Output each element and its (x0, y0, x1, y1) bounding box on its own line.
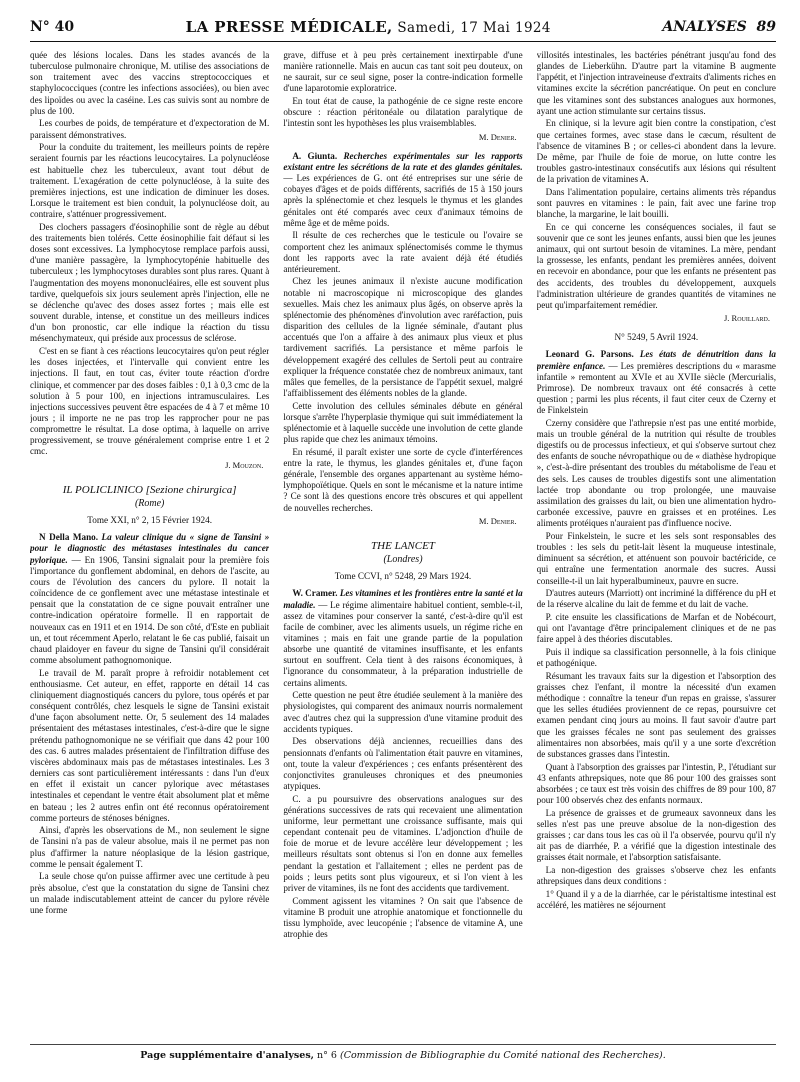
paragraph: En ce qui concerne les conséquences sociales, il faut se souvenir que ce sont les jeunes enfants, aussi bien que les jeunes animaux, qui ont surtout besoin de vitamines. La mère, pendant la grossesse, les enfants, pendant les premières années, doivent en recevoir en abondance, pour que les enfants ne présentent pas des accidents, des troubles du développement, auxquels l'administration ultérieure de grandes quantités de vitamines ne peut qu'imparfaitement remédier. (536, 221, 776, 310)
paragraph: Cette question ne peut être étudiée seulement à la manière des physiologistes, qui comparent des animaux nourris normalement avec d'autres chez qui la suppression d'une vitamine produit des accidents typiques. (283, 690, 523, 734)
paragraph: Dans l'alimentation populaire, certains aliments très répandus sont pauvres en vitamines : le pain, fait avec une farine trop blanche, la margarine, le lait bouilli. (536, 186, 776, 220)
paragraph: Czerny considère que l'athrepsie n'est pas une entité morbide, mais un trouble général de la nutrition qui résulte de troubles digestifs ou de processus infectieux, et qui s'observe surtout chez des enfants de souche névropathique ou de « diathèse hydropique », c'est-à-dire présentant des troubles du métabolisme de l'eau et des sels. Les causes de troubles digestifs sont une alimentation lactée trop abondante ou trop prolongée, une mauvaise assimilation des graisses du lait, ou bien une alimentation hydro-carbonée excessive, pauvre en graisses et en protéines. Les aliments protéiques n'auraient pas d'influence nocive. (536, 417, 776, 529)
article-text: — Les premières descriptions du « marasme infantile » remontent au XVIe et au XVIIe siècle (Mercurialis, Primrose). De nombreux travaux ont été consacrés à cette question ; parmi les plus récents, il faut citer ceux de Czerny et de Finkelstein (536, 360, 776, 416)
paragraph: Pour la conduite du traitement, les meilleurs points de repère seraient fournis par les réactions leucocytaires. La polynucléose est habituelle chez les tuberculeux, avant tout début de traitement. L'exagération de cette polynucléose, à la suite des premières injections, est une indication de diminuer les doses. Lorsque le traitement est bien conduit, la polynucléose doit, au contraire, s'atténuer progressivement. (30, 142, 270, 220)
paragraph: En résumé, il paraît exister une sorte de cycle d'interférences entre la rate, le thymus, les glandes génitales et, d'une façon générale, l'ensemble des organes appartenant au système hémo-lymphopoïétique. Quels en sont le mécanisme et la nature intime ? Ce sont là des questions encore très obscures et qui appellent de nouvelles recherches. (283, 446, 523, 513)
signature: J. Mouzon. (225, 459, 264, 470)
journal-name: LA PRESSE MÉDICALE, (185, 18, 393, 36)
article-title: La valeur clinique du « signe de Tansini » pour le diagnostic des métastases intestinales du cancer pylorique. (30, 532, 270, 565)
signature: M. Denier. (478, 515, 517, 526)
paragraph: Pour Finkelstein, le sucre et les sels sont responsables des troubles : les sels du petit-lait lèsent la muqueuse intestinale, diminuent sa sécrétion, et atténuent son pouvoir bactéricide, ce qui entraîne une fermentation anormale des sucres. Aussi conseille-t-il un lait hyperalbumineux, pauvre en sucre. (536, 530, 776, 586)
paragraph: Cette involution des cellules séminales débute en général lorsque s'arrête l'hyperplasie thymique qui suit immédiatement la splénectomie et à laquelle succède une involution de cette glande plus rapide que chez les animaux témoins. (283, 400, 523, 445)
column-1 (30, 50, 269, 1040)
section-page (662, 19, 776, 35)
footer-number: n° 6 (317, 1050, 337, 1061)
paragraph: D'autres auteurs (Marriott) ont incriminé la différence du pH et de la réserve alcaline du lait de femme et du lait de vache. (536, 588, 776, 610)
page-footer (30, 1050, 776, 1061)
signature: J. Rouillard. (723, 313, 770, 324)
paragraph: Les courbes de poids, de température et d'expectoration de M. paraissent démonstratives. (30, 118, 270, 140)
article-title: Les vitamines et les frontières entre la santé et la maladie. (283, 588, 523, 610)
paragraph: C. a pu poursuivre des observations analogues sur des générations successives de rats qui recevaient une alimentation uniforme, leur permettant une croissance suffisante, mais qui cependant contenait peu de vitamines. L'adjonction d'huile de foie de morue et de levure accélère leur développement ; les meilleurs résultats sont obtenus si l'on en donne aux femelles pendant la gestation et l'allaitement ; elles ne perdent pas de poids ; leurs petits sont plus vigoureux, et si l'on vient à les priver de vitamines, ils ne font des accidents que tardivement. (283, 793, 523, 893)
footer-rule (30, 1044, 776, 1045)
footer-lead: Page supplémentaire d'analyses, (140, 1050, 314, 1061)
paragraph: grave, diffuse et à peu près certainement inextirpable d'une manière rationnelle. Mais en aucun cas tant soit peu douteux, on ne saurait, sur ce seul signe, poser la contre-indication formelle d'une laparotomie exploratrice. (283, 50, 523, 94)
column-2 (283, 50, 522, 1040)
paragraph: Comment agissent les vitamines ? On sait que l'absence de vitamine B produit une atrophie anatomique et fonctionnelle du tissu lymphoïde, avec leucopénie ; l'absence de vitamine A, une atrophie des (283, 895, 523, 940)
paragraph: La non-digestion des graisses s'observe chez les enfants athrepsiques dans deux conditions : (536, 864, 776, 887)
paragraph: La seule chose qu'on puisse affirmer avec une certitude à peu près absolue, c'est que la constatation du signe de Tansini chez un malade indiscutablement atteint de cancer du pylore révèle une forme (30, 871, 270, 915)
journal-heading: IL POLICLINICO [Sezione chirurgica] (62, 483, 237, 496)
section-name: ANALYSES (662, 19, 747, 35)
article-columns (30, 50, 776, 1040)
paragraph: C'est en se fiant à ces réactions leucocytaires qu'on peut régler les doses injectées, et l'intervalle qui convient entre les injections. Il faut, en tout cas, éviter toute réaction d'ordre clinique, et commencer par des doses faibles : 0,1 à 0,3 cmc de la solution à 5 pour 100, en injections intramusculaires. Les injections successives peuvent être espacées de 4 à 7 et même 10 jours ; il importe ne ne pas trop les rapprocher pour ne pas compromettre le résultat. La dose optima, à laquelle on arrive progressivement, se trouve généralement comprise entre 1 et 2 cmc. (30, 346, 270, 457)
signature: M. Denier. (478, 131, 517, 142)
paragraph: En tout état de cause, la pathogénie de ce signe reste encore obscure : réaction péritonéale ou dilatation paralytique de l'intestin sont les hypothèses les plus vraisemblables. (283, 96, 523, 129)
issue-number: N° 40 (30, 19, 75, 35)
article-title: Les états de dénutrition dans la première enfance. (536, 349, 776, 371)
article-author: A. Giunta. (292, 150, 338, 161)
article-lead (537, 349, 776, 416)
article-title: Recherches expérimentales sur les rapports existant entre les sécrétions de la rate et des glandes génitales. (283, 150, 523, 172)
article-text: — En 1906, Tansini signalait pour la première fois l'importance du gonflement abdominal, en dehors de l'ascite, au cours de l'évolution des cancers du pylore. Il notait la coïncidence de ce gonflement avec une métastase intestinale et pensait que la constatation de ce signe pouvait entraîner une contre-indication opératoire formelle. Il en rapportait de nouveaux cas en 1911 et en 1914. De son côté, d'Este en publiait un, et tout récemment Aperlo, relatant le 6e cas publié, faisait un chaud plaidoyer en faveur du signe de Tansini qu'il considérait comme absolument pathognomonique. (30, 554, 270, 665)
paragraph: 1° Quand il y a de la diarrhée, car le péristaltisme intestinal est accéléré, les matières ne séjournent (536, 888, 776, 910)
volume-line: N° 5249, 5 Avril 1924. (614, 332, 699, 343)
paragraph: P. cite ensuite les classifications de Marfan et de Nobécourt, qui ont l'avantage d'être principalement cliniques et de ne pas faire appel à des théories discutables. (536, 612, 776, 645)
journal-heading: THE LANCET (371, 539, 435, 552)
volume-line: Tome CCVI, n° 5248, 29 Mars 1924. (334, 571, 472, 582)
issue-date: Samedi, 17 Mai 1924 (397, 20, 551, 36)
paragraph: Des observations déjà anciennes, recueillies dans des pensionnats d'enfants où l'alimentation était pauvre en vitamines, ont, toute la valeur d'expériences ; ces enfants présentèrent des conjonctivites granuleuses chroniques et des pneumonies atypiques. (283, 736, 523, 792)
paragraph: Résumant les travaux faits sur la digestion et l'absorption des graisses chez l'enfant, il montre la nécessité d'un examen méthodique : connaître la teneur d'un repas en graisse, s'assurer que les selles étudiées proviennent de ce repas, poursuivre cet examen pendant cinq jours au moins. Il faut savoir d'autre part que les graisses fécales ne sont pas seulement des graisses alimentaires non absorbées, mais qu'il y a une sorte d'excrétion de substances grasses dans l'intestin. (536, 670, 776, 759)
header-rule (30, 41, 776, 42)
article-lead (283, 151, 522, 229)
page-number: 89 (756, 19, 776, 35)
article-text: — Les expériences de G. ont été entreprises sur une série de cobayes d'âges et de poids différents, sacrifiés de 15 à 150 jours après la splénectomie et chez lesquels le thymus et les glandes génitales ont été comparés avec ceux d'animaux témoins de même âge et de même poids. (283, 173, 523, 228)
paragraph: villosités intestinales, les bactéries pénétrant jusqu'au fond des glandes de Lieberkühn. D'autre part la vitamine B augmente l'appétit, et l'injection intraveineuse d'extraits d'aliments riches en vitamines excite la sécrétion pancréatique. On peut en conclure que les vitamines sont des substances analogues aux hormones, ayant une action stimulante sur certains tissus. (536, 50, 776, 116)
journal-city: (Londres) (383, 554, 423, 566)
volume-line: Tome XXI, n° 2, 15 Février 1924. (87, 515, 213, 526)
article-lead (30, 532, 269, 666)
article-author: Leonard G. Parsons. (545, 349, 634, 360)
paragraph: En clinique, si la levure agit bien contre la constipation, c'est que certaines formes, avec stase dans le cæcum, résultent de l'absence de vitamines B ; or celles-ci abondent dans la levure. De même, par l'huile de foie de morue, on lutte contre les troubles gastro-intestinaux consécutifs aux lésions qui résultent de la privation de vitamines A. (536, 118, 776, 185)
article-lead (283, 588, 522, 688)
footer-note: (Commission de Bibliographie du Comité national des Recherches). (339, 1050, 666, 1061)
paragraph: quée des lésions locales. Dans les stades avancés de la tuberculose pulmonaire chronique, M. utilise des associations de son traitement avec des vaccins streptococciques et staphylococciques (contre les infections associées), ou bien avec des lipoïdes ou avec la caséine. Les cas suivis sont au nombre de plus de 100. (30, 50, 270, 116)
article-text: — Le régime alimentaire habituel contient, semble-t-il, assez de vitamines pour conserver la santé, c'est-à-dire qu'il est facile de combiner, avec les aliments usuels, un régime riche en vitamines ; mais en fait une grande partie de la population absorbe une quantité de vitamines insuffisante, et les enfants surtout en souffrent. Cela tient à des raisons économiques, à l'ignorance du consommateur, à la préparation industrielle de certains aliments. (283, 599, 523, 688)
paragraph: Des clochers passagers d'éosinophilie sont de règle au début des traitements bien tolérés. Cette éosinophilie fait défaut si les doses sont excessives. La lymphocytose remplace parfois aussi, d'une manière passagère, la lymphocytopénie habituelle des tuberculeux ; les lymphocytoses durables sont plus rares. Quant à l'augmentation des moyens mononucléaires, elle est souvent plus tardive, quelquefois six jours seulement après l'injection, elle ne se déclenche qu'avec des doses assez fortes ; mais elle est souvent durable, intense, et constitue un des meilleurs indices d'un bon pronostic, car elle indique la réaction du tissu mésenchymateux, qui préside aux processus de sclérose. (30, 221, 270, 344)
paragraph: La présence de graisses et de grumeaux savonneux dans les selles n'est pas une preuve absolue de la non-digestion des graisses ; car dans tous les cas où il l'a observée, pourvu qu'il n'y ait pas de diarrhée, P. a vérifié que la digestion intestinale des graisses était normale, et l'absorption satisfaisante. (536, 807, 776, 863)
paragraph: Quant à l'absorption des graisses par l'intestin, P., l'étudiant sur 43 enfants athrepsiques, note que 86 pour 100 des graisses sont absorbées ; ce taux est très voisin des chiffres de 89 pour 100, 87 pour 100 observés chez des enfants normaux. (536, 761, 776, 805)
paragraph: Ainsi, d'après les observations de M., non seulement le signe de Tansini n'a pas de valeur absolue, mais il ne permet pas non plus d'affirmer la nature néoplasique de la lésion gastrique, comme le pensait également T. (30, 825, 270, 869)
paragraph: Le travail de M. paraît propre à refroidir notablement cet enthousiasme. Cet auteur, en effet, rapporte en détail 14 cas cliniquement diagnostiqués cancers du pylore, tous opérés et par conséquent contrôlés, chez lesquels le signe de Tansini existait d'une façon absolument nette. Or, 5 seulement des 14 malades présentaient des métastases intestinales, c'est-à-dire que le signe prétendu pathognomonique ne se vérifiait que dans 42 pour 100 des cas. 6 autres malades présentaient de l'infiltration diffuse des viscères abdominaux mais pas de métastases intestinales. Les 3 derniers cas sont particulièrement intéressants : dans l'un d'eux en effet il existait un cancer pylorique avec métastases intestinales et cependant le ventre était absolument plat et même en bateau ; les 2 autres enfin ont été reconnus opératoirement comme porteurs de sténoses bénignes. (30, 667, 270, 823)
page-header (30, 14, 776, 40)
paragraph: Chez les jeunes animaux il n'existe aucune modification notable ni macroscopique ni microscopique des glandes sexuelles. Mais chez les animaux plus âgés, on observe après la splénectomie des phénomènes d'involution avec raréfaction, puis disparition des cellules de la lignée séminale, d'autant plus accentués que l'on a affaire à des animaux plus vieux et plus tardivement sacrifiés. La persistance et même parfois le développement exagéré des cellules de Sertoli peut au contraire expliquer la fréquence constatée chez de nombreux animaux, tant mâles que femelles, de la persistance de l'appétit sexuel, malgré l'affaiblissement des éléments nobles de la glande. (283, 276, 523, 399)
column-3 (537, 50, 776, 1040)
paragraph: Il résulte de ces recherches que le testicule ou l'ovaire se comportent chez les animaux splénectomisés comme le thymus dont les rapports avec la rate avaient déjà été étudiés antérieurement. (283, 230, 523, 274)
journal-city: (Rome) (134, 497, 165, 509)
paragraph: Puis il indique sa classification personnelle, à la fois clinique et pathogénique. (536, 646, 776, 669)
article-author: W. Cramer. (292, 588, 338, 599)
article-author: N Della Mano. (39, 532, 99, 543)
journal-title-line (186, 18, 551, 36)
